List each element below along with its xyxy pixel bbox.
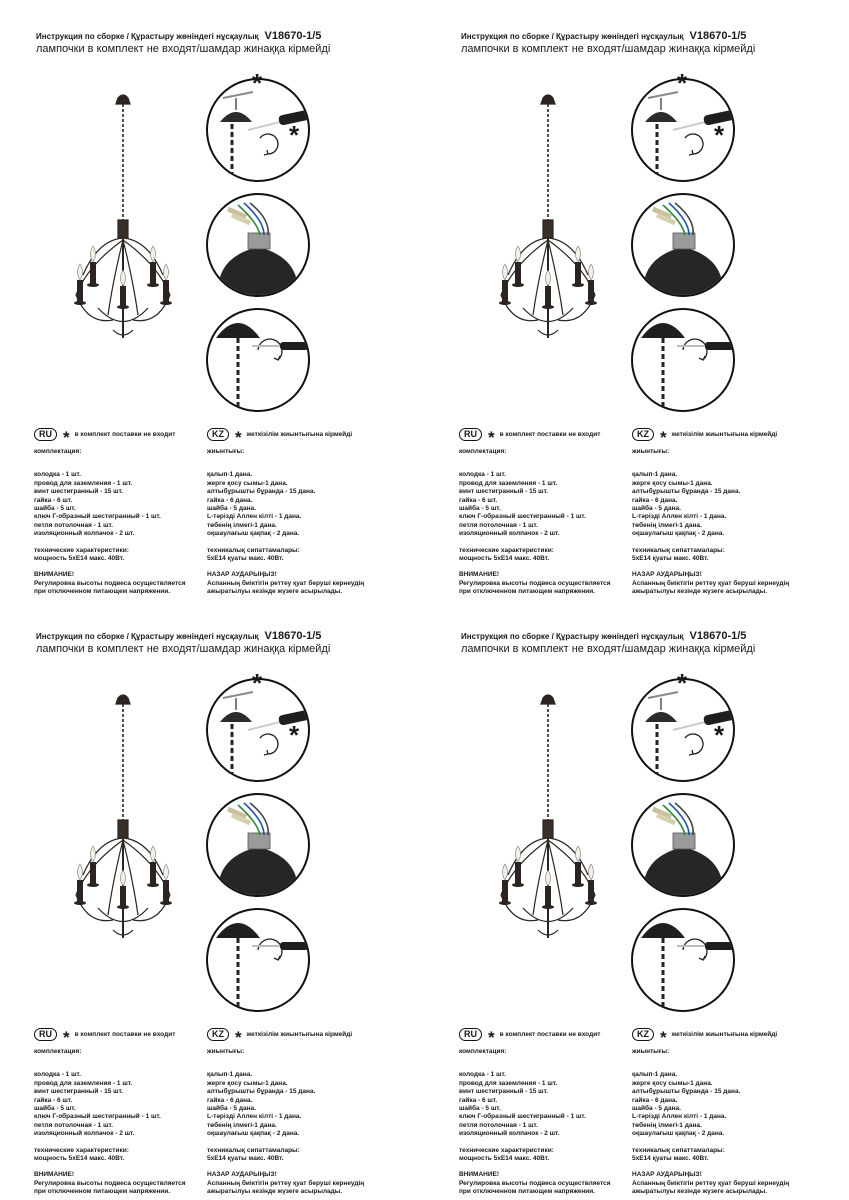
ru-kit-heading: комплектация: (459, 1048, 507, 1055)
kz-tech-heading: техникалық сипаттамалары: (207, 1146, 300, 1154)
ru-item: гайка - 6 шт. (459, 496, 498, 504)
ru-kit-heading: комплектация: (34, 1048, 82, 1055)
ru-item: ключ Г-образный шестигранный - 1 шт. (34, 513, 161, 521)
kz-tech-value: 5хЕ14 қуаты макс. 40Вт. (207, 1155, 284, 1163)
kz-item: гайка - 6 дана. (632, 1096, 678, 1104)
kz-item: гайка - 6 дана. (632, 496, 678, 504)
ru-tech-heading: технические характеристики: (34, 546, 129, 554)
asterisk-marker-top: * (677, 68, 688, 98)
kz-badge: KZ (632, 428, 654, 441)
ru-warning-line: при отключенном питающем напряжении. (459, 588, 596, 596)
ru-not-included-text: в комплект поставки не входит (74, 430, 176, 438)
kz-item: қалып-1 дана. (207, 471, 253, 479)
kz-item: алтыбұрышты бұранда - 15 дана. (632, 1088, 741, 1096)
ru-warning-heading: ВНИМАНИЕ! (34, 571, 75, 579)
ru-item: колодка - 1 шт. (34, 1071, 81, 1079)
ru-warning-line: Регулировка высоты подвеса осуществляется (459, 1179, 611, 1187)
kz-item: жерге қосу сымы-1 дана. (632, 1079, 713, 1087)
kz-item: гайка - 6 дана. (207, 496, 253, 504)
ru-warning-line: при отключенном питающем напряжении. (34, 588, 171, 596)
chandelier-illustration (58, 90, 188, 350)
ru-warning-line: Регулировка высоты подвеса осуществляется (34, 579, 186, 587)
step2-wiring-diagram (631, 193, 735, 297)
asterisk-icon: * (488, 1027, 495, 1047)
sheet-title (36, 30, 321, 42)
kz-not-included-text: жеткізілім жиынтығына кірмейді (671, 1030, 778, 1038)
model-code: V18670-1/5 (689, 30, 747, 42)
sheet-subtitle: лампочки в комплект не входят/шамдар жинаққа кірмейді (36, 43, 331, 55)
kz-item: төбенің ілмегі-1 дана. (207, 521, 277, 529)
title-text: Инструкция по сборке / Құрастыру жөніндегі нұсқаулық (461, 632, 684, 641)
kz-item: алтыбұрышты бұранда - 15 дана. (207, 488, 316, 496)
kz-item: шайба - 5 дана. (207, 505, 256, 513)
title-text: Инструкция по сборке / Құрастыру жөніндегі нұсқаулық (461, 32, 684, 41)
ru-item: провод для заземления - 1 шт. (459, 479, 558, 487)
kz-item: L-тәрізді Аллен кілті - 1 дана. (207, 513, 302, 521)
kz-warning-heading: НАЗАР АУДАРЫҢЫЗ! (632, 571, 702, 579)
kz-not-included-legend (632, 427, 778, 447)
ru-item: колодка - 1 шт. (34, 471, 81, 479)
ru-item: ключ Г-образный шестигранный - 1 шт. (459, 1113, 586, 1121)
sheet-copy-top-left (0, 0, 424, 600)
asterisk-icon: * (63, 427, 70, 447)
ru-item: петля потолочная - 1 шт. (459, 1121, 538, 1129)
step2-wiring-diagram (206, 193, 310, 297)
ru-tech-value: мощность 5хЕ14 макс. 40Вт. (459, 1155, 550, 1163)
kz-warning-line: ажыратылуы кезінде жүзеге асырылады. (207, 1188, 343, 1196)
ru-warning-heading: ВНИМАНИЕ! (459, 571, 500, 579)
kz-kit-heading: жиынтығы: (632, 448, 670, 455)
chandelier-illustration (58, 690, 188, 950)
kz-not-included-text: жеткізілім жиынтығына кірмейді (671, 430, 778, 438)
ru-item: винт шестигранный - 15 шт. (459, 1088, 548, 1096)
ru-item: изоляционный колпачок - 2 шт. (459, 1130, 560, 1138)
kz-item: жерге қосу сымы-1 дана. (207, 1079, 288, 1087)
asterisk-marker-top: * (252, 68, 263, 98)
kz-warning-line: Аспанның биіктігін реттеу қуат беруші кернеудің (632, 579, 790, 587)
asterisk-marker-top: * (677, 668, 688, 698)
model-code: V18670-1/5 (264, 630, 322, 642)
ru-item: винт шестигранный - 15 шт. (34, 1088, 123, 1096)
kz-item: L-тәрізді Аллен кілті - 1 дана. (207, 1113, 302, 1121)
ru-not-included-legend (459, 1027, 601, 1047)
kz-item: шайба - 5 дана. (632, 505, 681, 513)
ru-not-included-legend (34, 1027, 176, 1047)
kz-tech-value: 5хЕ14 қуаты макс. 40Вт. (632, 555, 709, 563)
asterisk-marker-right: * (714, 120, 725, 150)
kz-item: оқшаулағыш қақпақ - 2 дана. (207, 1130, 300, 1138)
ru-contents-column (459, 448, 611, 597)
ru-kit-heading: комплектация: (34, 448, 82, 455)
kz-not-included-legend (207, 427, 353, 447)
ru-item: провод для заземления - 1 шт. (459, 1079, 558, 1087)
sheet-copy-bottom-right (425, 600, 849, 1200)
ru-tech-value: мощность 5хЕ14 макс. 40Вт. (459, 555, 550, 563)
step3-canopy-diagram (206, 908, 310, 1012)
model-code: V18670-1/5 (689, 630, 747, 642)
ru-warning-heading: ВНИМАНИЕ! (34, 1171, 75, 1179)
ru-item: колодка - 1 шт. (459, 1071, 506, 1079)
kz-contents-column (632, 448, 789, 597)
ru-warning-heading: ВНИМАНИЕ! (459, 1171, 500, 1179)
ru-contents-column (459, 1048, 611, 1197)
chandelier-illustration (483, 90, 613, 350)
asterisk-icon: * (235, 1027, 242, 1047)
kz-item: қалып-1 дана. (632, 471, 678, 479)
asterisk-icon: * (488, 427, 495, 447)
kz-contents-column (207, 448, 364, 597)
asterisk-icon: * (660, 1027, 667, 1047)
kz-item: гайка - 6 дана. (207, 1096, 253, 1104)
step2-wiring-diagram (206, 793, 310, 897)
kz-contents-column (207, 1048, 364, 1197)
sheet-subtitle: лампочки в комплект не входят/шамдар жинаққа кірмейді (36, 643, 331, 655)
asterisk-marker-right: * (289, 120, 300, 150)
kz-contents-column (632, 1048, 789, 1197)
ru-item: ключ Г-образный шестигранный - 1 шт. (34, 1113, 161, 1121)
kz-item: оқшаулағыш қақпақ - 2 дана. (632, 530, 725, 538)
kz-item: алтыбұрышты бұранда - 15 дана. (207, 1088, 316, 1096)
kz-warning-line: ажыратылуы кезінде жүзеге асырылады. (632, 1188, 768, 1196)
asterisk-marker-top: * (252, 668, 263, 698)
ru-not-included-text: в комплект поставки не входит (499, 430, 601, 438)
asterisk-icon: * (235, 427, 242, 447)
ru-item: винт шестигранный - 15 шт. (34, 488, 123, 496)
kz-item: төбенің ілмегі-1 дана. (632, 521, 702, 529)
kz-tech-value: 5хЕ14 қуаты макс. 40Вт. (207, 555, 284, 563)
kz-tech-heading: техникалық сипаттамалары: (632, 546, 725, 554)
asterisk-icon: * (63, 1027, 70, 1047)
sheet-subtitle: лампочки в комплект не входят/шамдар жинаққа кірмейді (461, 643, 756, 655)
kz-item: төбенің ілмегі-1 дана. (632, 1121, 702, 1129)
ru-tech-value: мощность 5хЕ14 макс. 40Вт. (34, 1155, 125, 1163)
ru-item: провод для заземления - 1 шт. (34, 1079, 133, 1087)
ru-item: гайка - 6 шт. (34, 1096, 73, 1104)
ru-item: изоляционный колпачок - 2 шт. (459, 530, 560, 538)
title-text: Инструкция по сборке / Құрастыру жөніндегі нұсқаулық (36, 32, 259, 41)
ru-badge: RU (459, 1028, 482, 1041)
ru-item: колодка - 1 шт. (459, 471, 506, 479)
kz-item: төбенің ілмегі-1 дана. (207, 1121, 277, 1129)
kz-warning-line: ажыратылуы кезінде жүзеге асырылады. (207, 588, 343, 596)
sheet-subtitle: лампочки в комплект не входят/шамдар жинаққа кірмейді (461, 43, 756, 55)
kz-warning-line: Аспанның биіктігін реттеу қуат беруші кернеудің (632, 1179, 790, 1187)
kz-item: L-тәрізді Аллен кілті - 1 дана. (632, 1113, 727, 1121)
ru-item: шайба - 5 шт. (34, 1105, 76, 1113)
asterisk-icon: * (660, 427, 667, 447)
ru-item: ключ Г-образный шестигранный - 1 шт. (459, 513, 586, 521)
ru-not-included-text: в комплект поставки не входит (74, 1030, 176, 1038)
ru-tech-value: мощность 5хЕ14 макс. 40Вт. (34, 555, 125, 563)
kz-kit-heading: жиынтығы: (632, 1048, 670, 1055)
sheet-copy-bottom-left (0, 600, 424, 1200)
ru-item: петля потолочная - 1 шт. (459, 521, 538, 529)
kz-badge: KZ (207, 1028, 229, 1041)
kz-item: оқшаулағыш қақпақ - 2 дана. (632, 1130, 725, 1138)
ru-kit-heading: комплектация: (459, 448, 507, 455)
ru-item: петля потолочная - 1 шт. (34, 1121, 113, 1129)
sheet-copy-top-right (425, 0, 849, 600)
step2-wiring-diagram (631, 793, 735, 897)
step3-canopy-diagram (206, 308, 310, 412)
ru-warning-line: Регулировка высоты подвеса осуществляется (34, 1179, 186, 1187)
ru-tech-heading: технические характеристики: (459, 546, 554, 554)
model-code: V18670-1/5 (264, 30, 322, 42)
ru-warning-line: при отключенном питающем напряжении. (34, 1188, 171, 1196)
kz-warning-line: ажыратылуы кезінде жүзеге асырылады. (632, 588, 768, 596)
kz-badge: KZ (632, 1028, 654, 1041)
chandelier-illustration (483, 690, 613, 950)
ru-item: гайка - 6 шт. (459, 1096, 498, 1104)
ru-item: петля потолочная - 1 шт. (34, 521, 113, 529)
kz-not-included-legend (207, 1027, 353, 1047)
ru-badge: RU (34, 1028, 57, 1041)
kz-warning-line: Аспанның биіктігін реттеу қуат беруші кернеудің (207, 1179, 365, 1187)
kz-not-included-text: жеткізілім жиынтығына кірмейді (246, 1030, 353, 1038)
kz-item: шайба - 5 дана. (207, 1105, 256, 1113)
sheet-title (36, 630, 321, 642)
ru-contents-column (34, 1048, 186, 1197)
kz-not-included-legend (632, 1027, 778, 1047)
kz-item: қалып-1 дана. (632, 1071, 678, 1079)
ru-not-included-text: в комплект поставки не входит (499, 1030, 601, 1038)
kz-tech-heading: техникалық сипаттамалары: (207, 546, 300, 554)
ru-badge: RU (34, 428, 57, 441)
kz-item: жерге қосу сымы-1 дана. (632, 479, 713, 487)
kz-tech-value: 5хЕ14 қуаты макс. 40Вт. (632, 1155, 709, 1163)
asterisk-marker-right: * (714, 720, 725, 750)
sheet-title (461, 630, 746, 642)
ru-contents-column (34, 448, 186, 597)
kz-item: L-тәрізді Аллен кілті - 1 дана. (632, 513, 727, 521)
kz-not-included-text: жеткізілім жиынтығына кірмейді (246, 430, 353, 438)
step3-canopy-diagram (631, 908, 735, 1012)
ru-item: изоляционный колпачок - 2 шт. (34, 530, 135, 538)
ru-item: изоляционный колпачок - 2 шт. (34, 1130, 135, 1138)
kz-item: алтыбұрышты бұранда - 15 дана. (632, 488, 741, 496)
ru-tech-heading: технические характеристики: (34, 1146, 129, 1154)
kz-kit-heading: жиынтығы: (207, 1048, 245, 1055)
ru-item: провод для заземления - 1 шт. (34, 479, 133, 487)
ru-not-included-legend (459, 427, 601, 447)
kz-warning-heading: НАЗАР АУДАРЫҢЫЗ! (207, 571, 277, 579)
ru-warning-line: Регулировка высоты подвеса осуществляется (459, 579, 611, 587)
ru-item: шайба - 5 шт. (459, 505, 501, 513)
ru-item: винт шестигранный - 15 шт. (459, 488, 548, 496)
ru-tech-heading: технические характеристики: (459, 1146, 554, 1154)
kz-item: жерге қосу сымы-1 дана. (207, 479, 288, 487)
kz-kit-heading: жиынтығы: (207, 448, 245, 455)
sheet-title (461, 30, 746, 42)
kz-warning-line: Аспанның биіктігін реттеу қуат беруші кернеудің (207, 579, 365, 587)
kz-tech-heading: техникалық сипаттамалары: (632, 1146, 725, 1154)
ru-item: шайба - 5 шт. (34, 505, 76, 513)
ru-badge: RU (459, 428, 482, 441)
step3-canopy-diagram (631, 308, 735, 412)
kz-item: оқшаулағыш қақпақ - 2 дана. (207, 530, 300, 538)
kz-item: шайба - 5 дана. (632, 1105, 681, 1113)
kz-warning-heading: НАЗАР АУДАРЫҢЫЗ! (632, 1171, 702, 1179)
asterisk-marker-right: * (289, 720, 300, 750)
kz-item: қалып-1 дана. (207, 1071, 253, 1079)
ru-warning-line: при отключенном питающем напряжении. (459, 1188, 596, 1196)
ru-not-included-legend (34, 427, 176, 447)
kz-warning-heading: НАЗАР АУДАРЫҢЫЗ! (207, 1171, 277, 1179)
ru-item: шайба - 5 шт. (459, 1105, 501, 1113)
kz-badge: KZ (207, 428, 229, 441)
title-text: Инструкция по сборке / Құрастыру жөніндегі нұсқаулық (36, 632, 259, 641)
ru-item: гайка - 6 шт. (34, 496, 73, 504)
